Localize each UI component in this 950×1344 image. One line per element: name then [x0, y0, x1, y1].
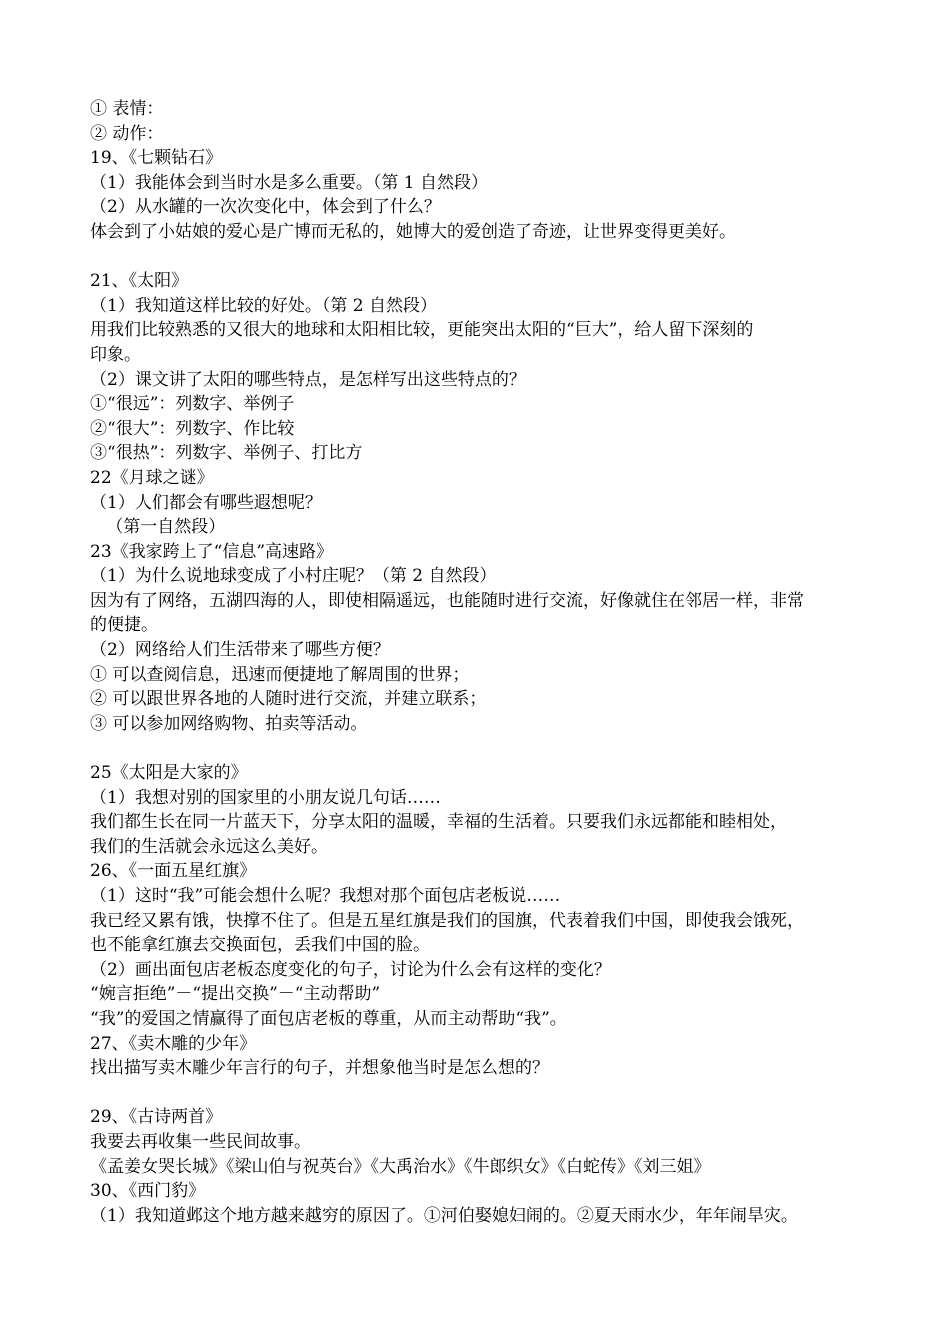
text-line: （2）课文讲了太阳的哪些特点，是怎样写出这些特点的？ — [90, 369, 526, 390]
text-line: （1）我想对别的国家里的小朋友说几句话…… — [90, 787, 441, 808]
text-line: 因为有了网络，五湖四海的人，即使相隔遥远，也能随时进行交流，好像就住在邻居一样，非常 — [90, 590, 804, 611]
section-heading: 19、《七颗钻石》 — [90, 148, 223, 169]
section-heading: 30、《西门豹》 — [90, 1181, 206, 1202]
blank-line — [90, 736, 862, 761]
text-line: ②“很大”：列数字、作比较 — [90, 418, 295, 439]
text-line: 我要去再收集一些民间故事。 — [90, 1131, 311, 1152]
text-line: 体会到了小姑娘的爱心是广博而无私的，她博大的爱创造了奇迹，让世界变得更美好。 — [90, 221, 736, 242]
text-line: （1）为什么说地球变成了小村庄呢？（第 2 自然段） — [90, 566, 497, 587]
text-line: 印象。 — [90, 344, 141, 365]
text-line: “婉言拒绝”－“提出交换”－“主动帮助” — [90, 984, 381, 1005]
text-line: 我已经又累有饿，快撑不住了。但是五星红旗是我们的国旗，代表着我们中国，即使我会饿死， — [90, 910, 804, 931]
text-line: ① 可以查阅信息，迅速而便捷地了解周围的世界； — [90, 664, 470, 685]
text-line: ①“很远”：列数字、举例子 — [90, 394, 295, 415]
text-line: 找出描写卖木雕少年言行的句子，并想象他当时是怎么想的？ — [90, 1058, 549, 1079]
text-line: （1）人们都会有哪些遐想呢？ — [90, 492, 322, 513]
text-line: （第一自然段） — [90, 517, 226, 538]
section-heading: 25《太阳是大家的》 — [90, 763, 248, 784]
text-line: 也不能拿红旗去交换面包，丢我们中国的脸。 — [90, 935, 430, 956]
text-line: “我”的爱国之情赢得了面包店老板的尊重，从而主动帮助“我”。 — [90, 1008, 567, 1029]
text-line: 我们的生活就会永远这么美好。 — [90, 836, 328, 857]
section-heading: 27、《卖木雕的少年》 — [90, 1033, 257, 1054]
text-line: （2）从水罐的一次次变化中，体会到了什么？ — [90, 197, 441, 218]
section-heading: 29、《古诗两首》 — [90, 1107, 223, 1128]
text-line: ③ 可以参加网络购物、拍卖等活动。 — [90, 713, 368, 734]
text-line: （1）这时“我”可能会想什么呢？我想对那个面包店老板说…… — [90, 886, 561, 906]
blank-line — [90, 245, 862, 270]
section-heading: 26、《一面五星红旗》 — [90, 861, 257, 882]
text-line: ② 动作： — [90, 123, 164, 144]
text-line: （2）画出面包店老板态度变化的句子，讨论为什么会有这样的变化？ — [90, 959, 611, 980]
text-line: 我们都生长在同一片蓝天下，分享太阳的温暖，幸福的生活着。只要我们永远都能和睦相处， — [90, 812, 787, 833]
blank-line — [90, 1081, 862, 1106]
text-line: （2）网络给人们生活带来了哪些方便？ — [90, 640, 390, 661]
document-page — [90, 97, 862, 1228]
section-heading: 21、《太阳》 — [90, 271, 189, 292]
section-heading: 22《月球之谜》 — [90, 467, 214, 488]
text-line: 《孟姜女哭长城》《梁山伯与祝英台》《大禹治水》《牛郎织女》《白蛇传》《刘三姐》 — [90, 1156, 711, 1177]
text-line: （1）我知道邺这个地方越来越穷的原因了。①河伯娶媳妇闹的。②夏天雨水少，年年闹旱灾。 — [90, 1205, 798, 1226]
text-line: ③“很热”：列数字、举例子、打比方 — [90, 443, 363, 464]
text-line: ② 可以跟世界各地的人随时进行交流，并建立联系； — [90, 689, 487, 710]
text-line: （1）我知道这样比较的好处。（第 2 自然段） — [90, 295, 437, 316]
text-line: 用我们比较熟悉的又很大的地球和太阳相比较，更能突出太阳的“巨大”，给人留下深刻的 — [90, 320, 754, 341]
text-line: 的便捷。 — [90, 615, 158, 636]
text-line: ① 表情： — [90, 99, 164, 119]
text-line: （1）我能体会到当时水是多么重要。（第 1 自然段） — [90, 172, 488, 193]
section-heading: 23《我家跨上了“信息”高速路》 — [90, 541, 334, 562]
